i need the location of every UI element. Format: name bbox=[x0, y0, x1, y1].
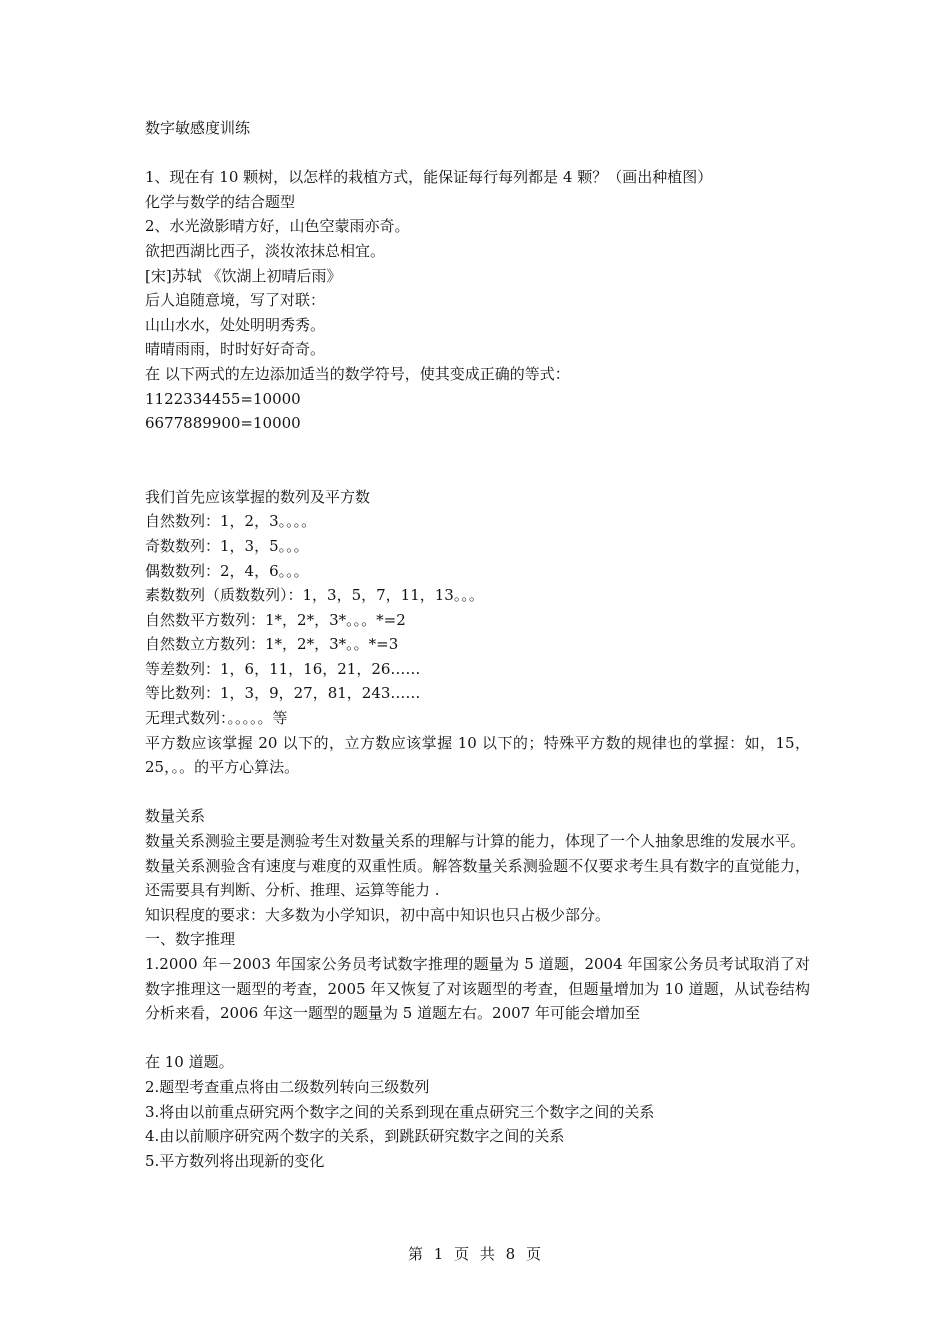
list-item: 3.将由以前重点研究两个数字之间的关系到现在重点研究三个数字之间的关系 bbox=[145, 1102, 655, 1121]
spacer bbox=[145, 1026, 810, 1051]
paragraph-line: 在 以下两式的左边添加适当的数学符号，使其变成正确的等式： bbox=[145, 364, 570, 383]
paragraph-line: 2、水光潋影晴方好，山色空蒙雨亦奇。 bbox=[145, 217, 410, 236]
list-item: 等差数列：1，6，11，16，21，26…… bbox=[145, 659, 421, 678]
list-item: 自然数立方数列：1*，2*，3*。。*=3 bbox=[145, 635, 399, 654]
spacer bbox=[145, 780, 810, 805]
section-quantity-relations bbox=[145, 804, 810, 1025]
list-item: 奇数数列：1，3，5。。。 bbox=[145, 536, 309, 555]
paragraph-line: 化学与数学的结合题型 bbox=[145, 192, 296, 211]
paragraph: 数量关系测验含有速度与难度的双重性质。解答数量关系测验题不仅要求考生具有数字的直觉能力，还需要具有判断、分析、推理、运算等能力 . bbox=[145, 856, 810, 900]
paragraph: 平方数应该掌握 20 以下的，立方数应该掌握 10 以下的；特殊平方数的规律也的掌握：如，15，25，。。的平方心算法。 bbox=[145, 733, 810, 777]
list-item: 素数数列（质数数列）：1，3，5，7，11，13。。。 bbox=[145, 586, 484, 605]
list-item: 偶数数列：2，4，6。。。 bbox=[145, 561, 309, 580]
document-title: 数字敏感度训练 bbox=[145, 119, 251, 137]
section-puzzles bbox=[145, 165, 810, 436]
list-item: 自然数平方数列：1*，2*，3*。。。*=2 bbox=[145, 610, 406, 629]
list-item: 2.题型考查重点将由二级数列转向三级数列 bbox=[145, 1077, 430, 1096]
section-heading: 我们首先应该掌握的数列及平方数 bbox=[145, 487, 371, 506]
section-heading: 数量关系 bbox=[145, 807, 206, 826]
section-heading: 一、数字推理 bbox=[145, 930, 236, 949]
paragraph-line: 1、现在有 10 颗树，以怎样的栽植方式，能保证每行每列都是 4 颗？（画出种植图） bbox=[145, 168, 713, 187]
document-body bbox=[145, 116, 810, 1173]
list-item: 无理式数列：。。。。。等 bbox=[145, 709, 288, 728]
section-sequences bbox=[145, 485, 810, 780]
paragraph-line: 晴晴雨雨，时时好好奇奇。 bbox=[145, 340, 326, 359]
list-item: 等比数列：1，3，9，27，81，243…… bbox=[145, 684, 421, 703]
paragraph-line: 山山水水，处处明明秀秀。 bbox=[145, 315, 326, 334]
section-trends bbox=[145, 1050, 810, 1173]
list-item: 4.由以前顺序研究两个数字的关系，到跳跃研究数字之间的关系 bbox=[145, 1127, 565, 1146]
spacer bbox=[145, 141, 810, 166]
paragraph-line: 后人追随意境，写了对联： bbox=[145, 291, 326, 310]
paragraph-line: 知识程度的要求：大多数为小学知识，初中高中知识也只占极少部分。 bbox=[145, 905, 611, 924]
list-item: 5.平方数列将出现新的变化 bbox=[145, 1151, 325, 1170]
list-item: 自然数列：1，2，3。。。。 bbox=[145, 512, 317, 531]
paragraph-line: [宋]苏轼 《饮湖上初晴后雨》 bbox=[145, 266, 342, 285]
paragraph-line: 在 10 道题。 bbox=[145, 1053, 234, 1072]
paragraph-line: 欲把西湖比西子，淡妆浓抹总相宜。 bbox=[145, 241, 386, 260]
paragraph: 数量关系测验主要是测验考生对数量关系的理解与计算的能力，体现了一个人抽象思维的发展水平。 bbox=[145, 832, 806, 851]
equation-line: 1122334455=10000 bbox=[145, 389, 301, 408]
page-number-footer: 第 1 页 共 8 页 bbox=[408, 1245, 542, 1263]
paragraph: 1.2000 年－2003 年国家公务员考试数字推理的题量为 5 道题，2004 年国家公务员考试取消了对数字推理这一题型的考查，2005 年又恢复了对该题型的考查，但题量增加为 10 道题，从试卷结构分析来看，2006 年这一题型的题量为 5 道题左右。2007 年可能会增加至 bbox=[145, 955, 810, 1023]
spacer bbox=[145, 436, 810, 485]
equation-line: 6677889900=10000 bbox=[145, 414, 301, 433]
